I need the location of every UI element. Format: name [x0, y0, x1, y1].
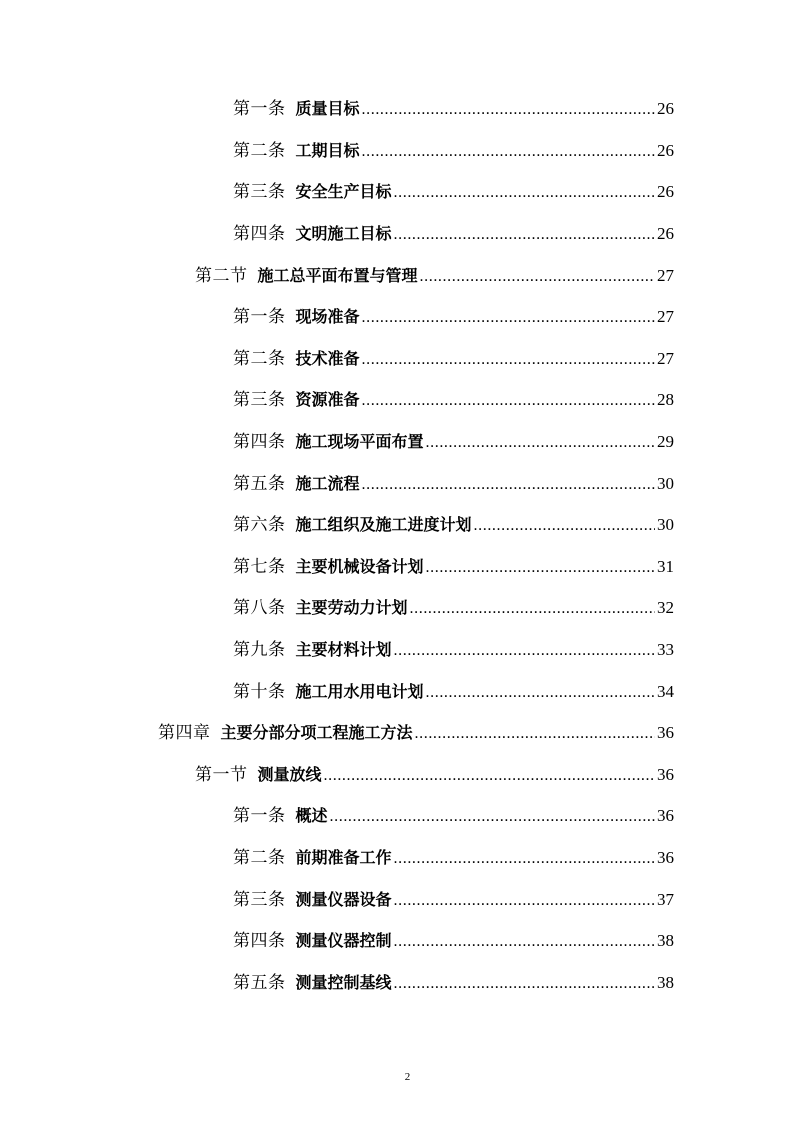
toc-entry[interactable]	[0, 172, 793, 214]
toc-entry-title: 测量控制基线	[295, 972, 392, 992]
toc-entry[interactable]	[0, 921, 793, 963]
toc-entry-title: 测量放线	[257, 764, 322, 784]
dot-leader	[362, 100, 655, 120]
toc-entry-number: 第十条	[233, 681, 286, 702]
toc-entry-title: 概述	[295, 806, 328, 826]
toc-entry-title: 质量目标	[295, 99, 360, 119]
toc-entry-page: 36	[657, 806, 674, 826]
toc-entry-number: 第二节	[195, 265, 248, 286]
dot-leader	[394, 641, 655, 661]
toc-entry-number: 第八条	[233, 598, 286, 619]
toc-entry[interactable]	[0, 588, 793, 630]
toc-entry-title: 主要劳动力计划	[295, 598, 408, 618]
toc-entry-title: 施工现场平面布置	[295, 432, 424, 452]
toc-entry-number: 第一条	[233, 806, 286, 827]
toc-entry-title: 技术准备	[295, 348, 360, 368]
toc-entry-title: 测量仪器设备	[295, 889, 392, 909]
toc-entry[interactable]	[0, 463, 793, 505]
toc-entry-title: 资源准备	[295, 390, 360, 410]
dot-leader	[420, 267, 655, 287]
toc-entry-title: 施工流程	[295, 473, 360, 493]
toc-entry[interactable]	[0, 89, 793, 131]
toc-entry-title: 工期目标	[295, 140, 360, 160]
toc-entry-page: 30	[657, 515, 674, 535]
toc-entry-title: 现场准备	[295, 307, 360, 327]
toc-entry[interactable]	[0, 131, 793, 173]
dot-leader	[426, 433, 655, 453]
toc-entry[interactable]	[0, 630, 793, 672]
dot-leader	[330, 807, 655, 827]
toc-entry-number: 第二条	[233, 847, 286, 868]
toc-entry-number: 第一条	[233, 99, 286, 120]
dot-leader	[415, 724, 655, 744]
toc-entry[interactable]	[0, 214, 793, 256]
toc-entry-number: 第五条	[233, 972, 286, 993]
toc-entry-page: 32	[657, 598, 674, 618]
toc-entry-number: 第三条	[233, 390, 286, 411]
toc-entry-title: 安全生产目标	[295, 182, 392, 202]
page-number: 2	[404, 1071, 411, 1083]
toc-entry-page: 33	[657, 640, 674, 660]
dot-leader	[362, 308, 655, 328]
dot-leader	[410, 599, 655, 619]
dot-leader	[324, 766, 655, 786]
dot-leader	[362, 350, 655, 370]
toc-entry-page: 30	[657, 473, 674, 493]
dot-leader	[394, 849, 655, 869]
dot-leader	[394, 974, 655, 994]
toc-entry-number: 第一节	[195, 764, 248, 785]
toc-entry-page: 38	[657, 972, 674, 992]
dot-leader	[394, 183, 655, 203]
toc-entry-number: 第七条	[233, 556, 286, 577]
dot-leader	[394, 891, 655, 911]
toc-entry-title: 施工用水用电计划	[295, 681, 424, 701]
toc-entry[interactable]	[0, 671, 793, 713]
toc-entry-number: 第三条	[233, 182, 286, 203]
toc-chapter-entry[interactable]	[0, 713, 793, 755]
toc-entry-title: 主要材料计划	[295, 640, 392, 660]
toc-entry[interactable]	[0, 838, 793, 880]
toc-entry[interactable]	[0, 297, 793, 339]
toc-entry-page: 36	[657, 723, 674, 743]
toc-entry[interactable]	[0, 339, 793, 381]
toc-entry[interactable]	[0, 962, 793, 1004]
toc-entry-page: 31	[657, 556, 674, 576]
toc-entry-number: 第四条	[233, 931, 286, 952]
toc-entry-number: 第三条	[233, 889, 286, 910]
toc-entry-page: 26	[657, 140, 674, 160]
toc-entry[interactable]	[0, 547, 793, 589]
dot-leader	[474, 516, 655, 536]
toc-entry[interactable]	[0, 879, 793, 921]
dot-leader	[426, 558, 655, 578]
toc-entry-page: 27	[657, 265, 674, 285]
dot-leader	[362, 391, 655, 411]
dot-leader	[394, 932, 655, 952]
toc-entry-page: 26	[657, 182, 674, 202]
toc-entry-title: 文明施工目标	[295, 224, 392, 244]
toc-entry[interactable]	[0, 505, 793, 547]
toc-entry-page: 38	[657, 931, 674, 951]
toc-entry-page: 29	[657, 432, 674, 452]
dot-leader	[426, 683, 655, 703]
toc-entry-number: 第二条	[233, 140, 286, 161]
toc-entry-number: 第四条	[233, 432, 286, 453]
toc-entry-page: 34	[657, 681, 674, 701]
toc-entry-number: 第四条	[233, 224, 286, 245]
toc-entry[interactable]	[0, 422, 793, 464]
toc-entry-number: 第二条	[233, 348, 286, 369]
toc-entry-title: 前期准备工作	[295, 847, 392, 867]
toc-entry-title: 施工总平面布置与管理	[257, 265, 418, 285]
toc-section-entry[interactable]	[0, 755, 793, 797]
toc-entry-page: 27	[657, 348, 674, 368]
toc-entry-page: 26	[657, 224, 674, 244]
toc-entry-number: 第六条	[233, 515, 286, 536]
toc-entry[interactable]	[0, 796, 793, 838]
toc-entry-page: 36	[657, 764, 674, 784]
dot-leader	[362, 475, 655, 495]
toc-section-entry[interactable]	[0, 255, 793, 297]
toc-entry-page: 27	[657, 307, 674, 327]
toc-entry-page: 28	[657, 390, 674, 410]
dot-leader	[394, 225, 655, 245]
toc-entry[interactable]	[0, 380, 793, 422]
toc-entry-number: 第四章	[158, 723, 211, 744]
toc-entry-title: 主要机械设备计划	[295, 556, 424, 576]
toc-entry-page: 36	[657, 847, 674, 867]
dot-leader	[362, 142, 655, 162]
toc-entry-title: 施工组织及施工进度计划	[295, 515, 472, 535]
toc-entry-number: 第一条	[233, 307, 286, 328]
table-of-contents	[0, 89, 793, 1004]
toc-entry-title: 主要分部分项工程施工方法	[220, 723, 413, 743]
toc-entry-page: 26	[657, 99, 674, 119]
toc-entry-title: 测量仪器控制	[295, 931, 392, 951]
toc-entry-number: 第五条	[233, 473, 286, 494]
toc-entry-page: 37	[657, 889, 674, 909]
toc-entry-number: 第九条	[233, 640, 286, 661]
